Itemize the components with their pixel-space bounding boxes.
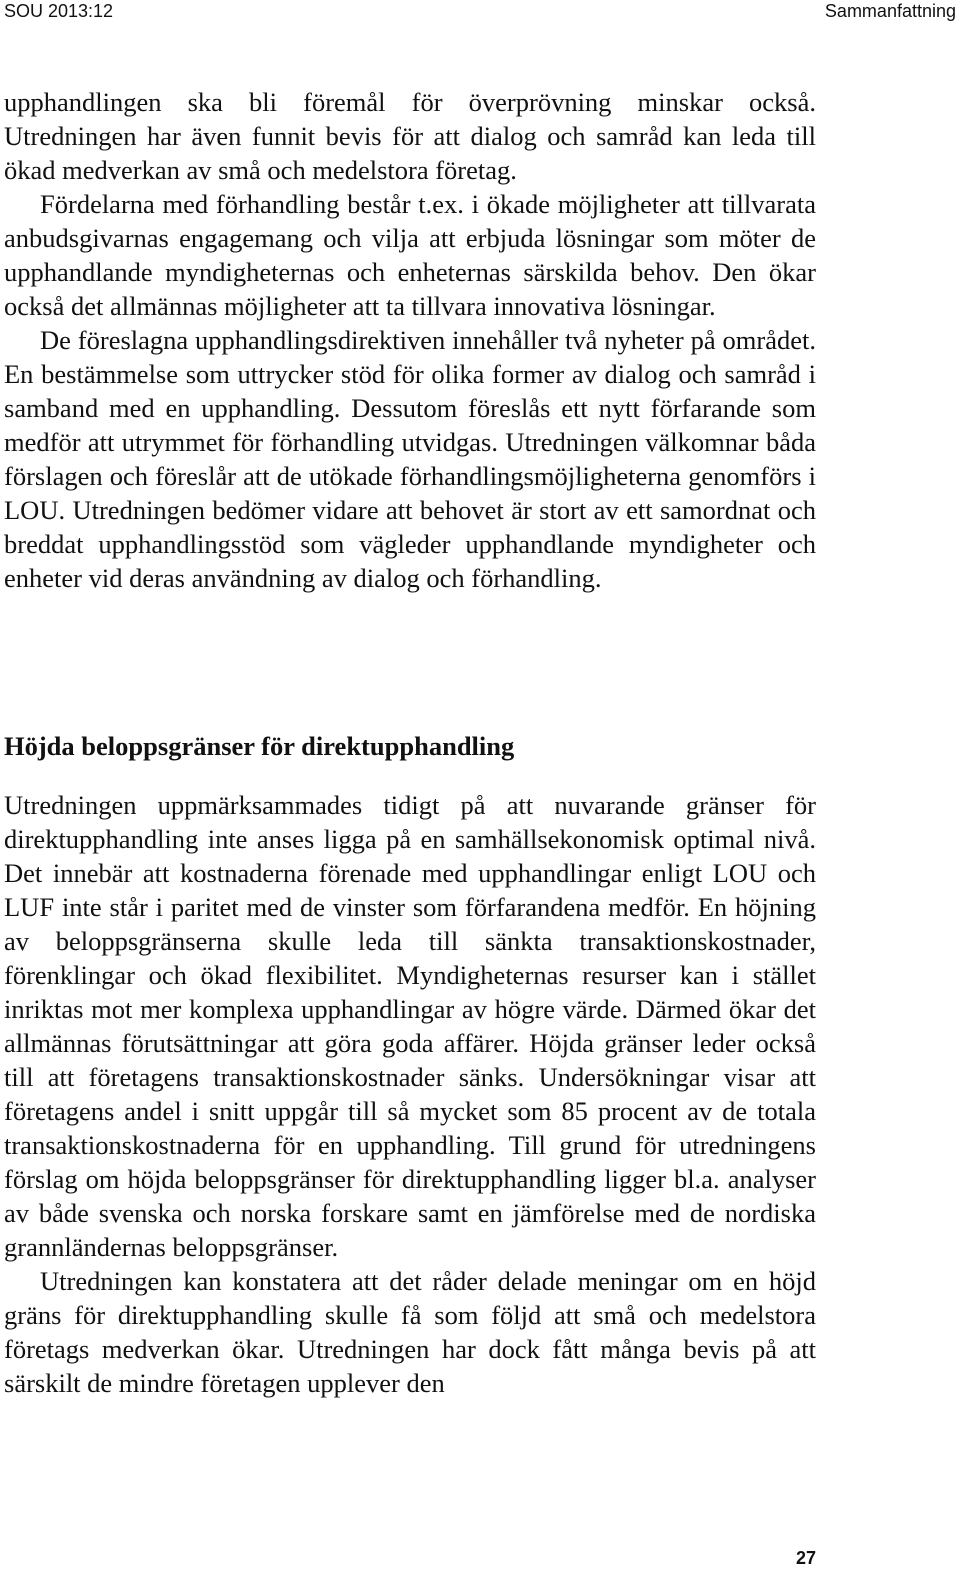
paragraph: upphandlingen ska bli föremål för överprövning minskar också. Utredningen har även funnit bevis för att dialog och samråd kan leda till ökad medverkan av små och medelstora företag.	[4, 87, 816, 185]
page-number: 27	[795, 1548, 816, 1568]
document-reference: SOU 2013:12	[4, 1, 114, 21]
chapter-title: Sammanfattning	[824, 1, 956, 21]
paragraph: Utredningen uppmärksammades tidigt på att nuvarande gränser för direktupphandling inte anses ligga på en samhällsekonomisk optimal nivå. Det innebär att kostnaderna förenade med upphandlingar enligt LOU och LUF inte står i paritet med de vinster som förfarandena medför. En höjning av beloppsgränserna skulle leda till sänkta transaktionskostnader, förenklingar och ökad flexibilitet. Myndigheternas resurser kan i stället inriktas mot mer komplexa upphandlingar av högre värde. Därmed ökar det allmännas förutsättningar att göra goda affärer. Höjda gränser leder också till att företagens transaktionskostnader sänks. Undersökningar visar att företagens andel i snitt uppgår till så mycket som 85 procent av de totala transaktionskostnaderna för en upphandling. Till grund för utredningens förslag om höjda beloppsgränser för direktupphandling ligger bl.a. analyser av både svenska och norska forskare samt en jämförelse med de nordiska grannländernas beloppsgränser.	[4, 790, 816, 1262]
running-header	[0, 0, 960, 28]
section-text-block	[4, 788, 816, 1400]
section-heading: Höjda beloppsgränser för direktupphandling	[4, 731, 515, 761]
paragraph: Fördelarna med förhandling består t.ex. i ökade möjligheter att tillvarata anbudsgivarnas engagemang och vilja att erbjuda lösningar som möter de upphandlande myndigheternas och enheternas särskilda behov. Den ökar också det allmännas möjligheter att ta tillvara innovativa lösningar.	[4, 189, 816, 321]
paragraph: De föreslagna upphandlingsdirektiven innehåller två nyheter på området. En bestämmelse som uttrycker stöd för olika former av dialog och samråd i samband med en upphandling. Dessutom föreslås ett nytt förfarande som medför att utrymmet för förhandling utvidgas. Utredningen välkomnar båda förslagen och föreslår att de utökade förhandlingsmöjligheterna genomförs i LOU. Utredningen bedömer vidare att behovet är stort av ett samordnat och breddat upphandlingsstöd som vägleder upphandlande myndigheter och enheter vid deras användning av dialog och förhandling.	[4, 325, 816, 593]
intro-text-block	[4, 85, 816, 595]
paragraph: Utredningen kan konstatera att det råder delade meningar om en höjd gräns för direktupphandling skulle få som följd att små och medelstora företags medverkan ökar. Utredningen har dock fått många bevis på att särskilt de mindre företagen upplever den	[4, 1266, 816, 1398]
